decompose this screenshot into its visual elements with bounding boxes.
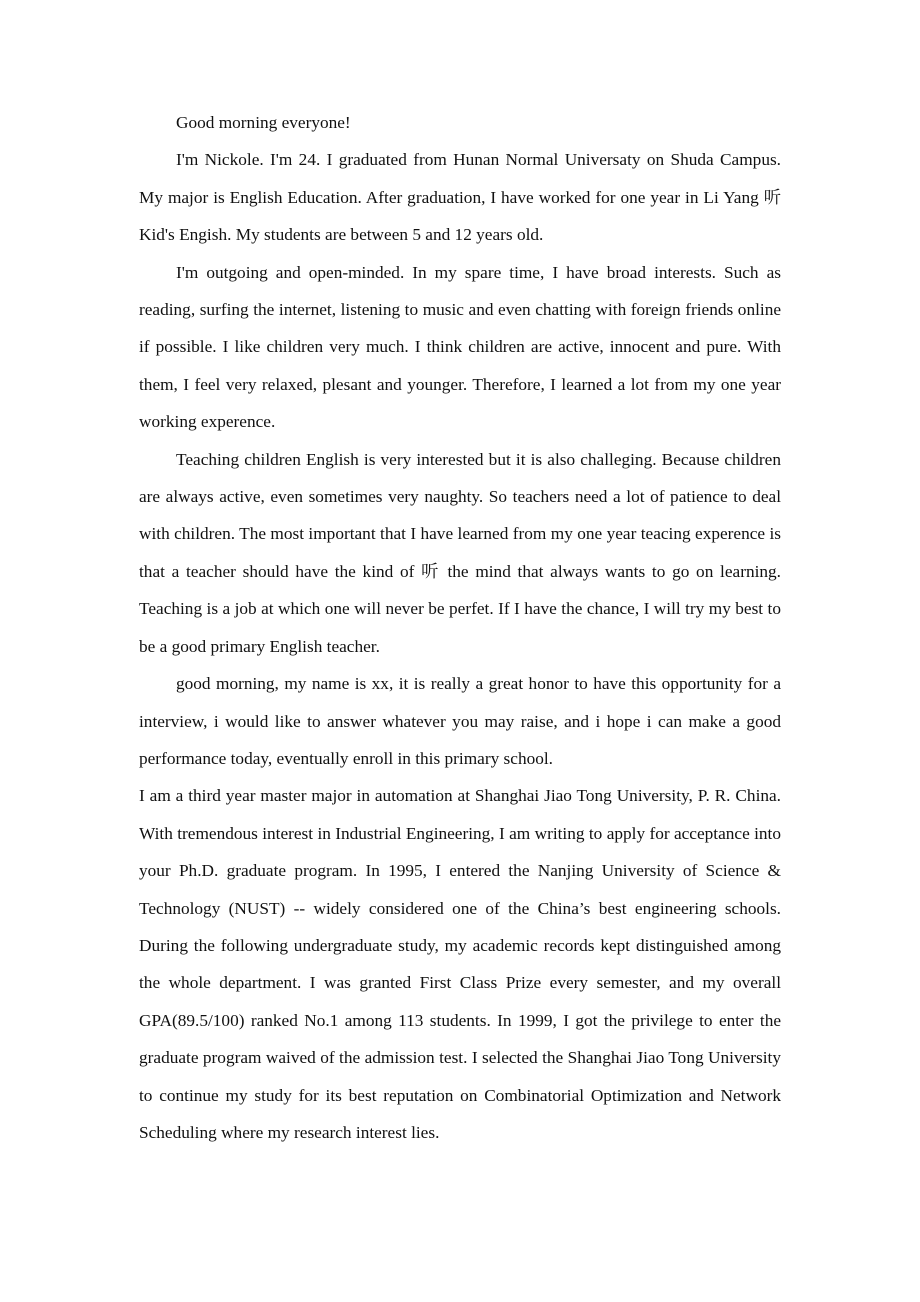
paragraph-personality: I'm outgoing and open-minded. In my spare time, I have broad interests. Such as reading, surfing the internet, listening to music and even chatting with foreign friends online if possible. I like children very much. I think children are active, innocent and pure. With them, I feel very relaxed, plesant and younger. Therefore, I learned a lot from my one year working experence. bbox=[139, 262, 781, 432]
paragraph-academic-background: I am a third year master major in automation at Shanghai Jiao Tong University, P. R. China. With tremendous interest in Industrial Engineering, I am writing to apply for acceptance into your Ph.D. graduate program. In 1995, I entered the Nanjing University of Science & Technology (NUST) -- widely considered one of the China’s best engineering schools. During the following undergraduate study, my academic records kept distinguished among the whole department. I was granted First Class Prize every semester, and my overall GPA(89.5/100) ranked No.1 among 113 students. In 1999, I got the privilege to enter the graduate program waived of the admission test. I selected the Shanghai Jiao Tong University to continue my study for its best reputation on Combinatorial Optimization and Network Scheduling where my research interest lies. bbox=[139, 786, 781, 1142]
paragraph-teaching-experience: Teaching children English is very interested but it is also challeging. Because children are always active, even sometimes very naughty. So teachers need a lot of patience to deal with children. The most important that I have learned from my one year teacing experence is that a teacher should have the kind of 听 the mind that always wants to go on learning. Teaching is a job at which one will never be perfet. If I have the chance, I will try my best to be a good primary English teacher. bbox=[139, 449, 781, 656]
paragraph-introduction: I'm Nickole. I'm 24. I graduated from Hunan Normal Universaty on Shuda Campus. My major is English Education. After graduation, I have worked for one year in Li Yang 听 Kid's Engish. My students are between 5 and 12 years old. bbox=[139, 150, 781, 245]
document-body bbox=[139, 104, 781, 1151]
paragraph-interview-opening: good morning, my name is xx, it is really a great honor to have this opportunity for a interview, i would like to answer whatever you may raise, and i hope i can make a good performance today, eventually enroll in this primary school. bbox=[139, 674, 781, 768]
paragraph-greeting: Good morning everyone! bbox=[176, 113, 351, 132]
